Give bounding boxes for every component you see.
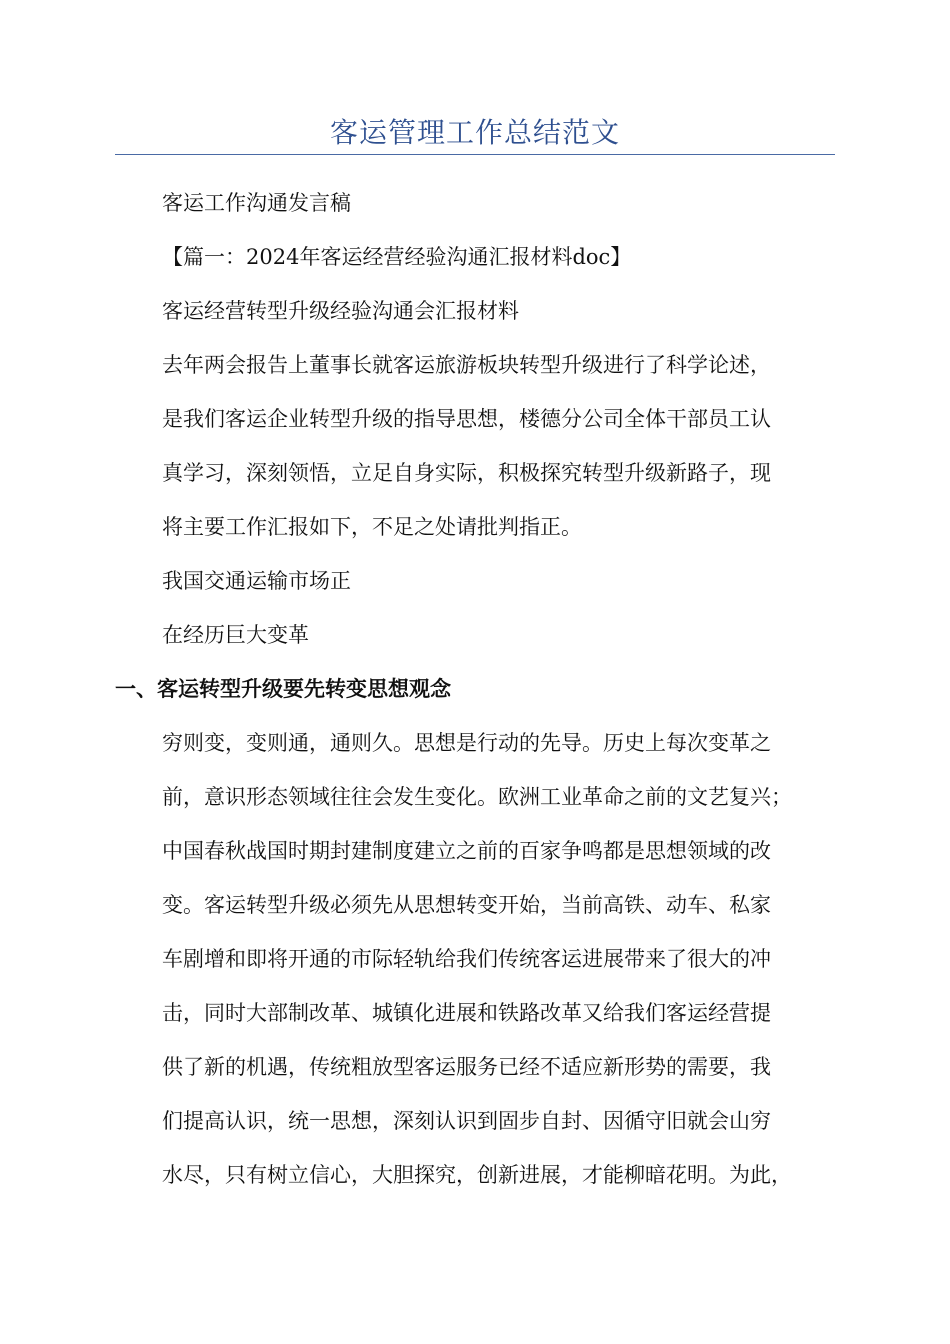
document-title: 客运管理工作总结范文 bbox=[329, 116, 620, 149]
text-line: 们提高认识，统一思想，深刻认识到固步自封、因循守旧就会山穷 bbox=[162, 1109, 771, 1133]
text-line: 中国春秋战国时期封建制度建立之前的百家争鸣都是思想领域的改 bbox=[162, 839, 771, 863]
text-line: 变。客运转型升级必须先从思想转变开始，当前高铁、动车、私家 bbox=[162, 893, 771, 917]
text-line: 穷则变，变则通，通则久。思想是行动的先导。历史上每次变革之 bbox=[162, 731, 771, 755]
section-heading: 一、客运转型升级要先转变思想观念 bbox=[115, 677, 451, 701]
text-line: 是我们客运企业转型升级的指导思想，楼德分公司全体干部员工认 bbox=[162, 407, 771, 431]
document-body bbox=[115, 176, 835, 1202]
text-line: 前，意识形态领域往往会发生变化。欧洲工业革命之前的文艺复兴； bbox=[162, 785, 792, 809]
text-line: 【篇一：2024年客运经营经验沟通汇报材料doc】 bbox=[162, 245, 632, 269]
text-line: 击，同时大部制改革、城镇化进展和铁路改革又给我们客运经营提 bbox=[162, 1001, 771, 1025]
text-line: 真学习，深刻领悟，立足自身实际，积极探究转型升级新路子，现 bbox=[162, 461, 771, 485]
text-line: 水尽，只有树立信心，大胆探究，创新进展，才能柳暗花明。为此， bbox=[162, 1163, 792, 1187]
title-underline bbox=[115, 154, 835, 155]
text-line: 我国交通运输市场正 bbox=[162, 569, 351, 593]
text-line: 供了新的机遇，传统粗放型客运服务已经不适应新形势的需要，我 bbox=[162, 1055, 771, 1079]
text-line: 将主要工作汇报如下，不足之处请批判指正。 bbox=[162, 515, 582, 539]
text-line: 在经历巨大变革 bbox=[162, 623, 309, 647]
text-line: 客运工作沟通发言稿 bbox=[162, 191, 351, 215]
text-line: 去年两会报告上董事长就客运旅游板块转型升级进行了科学论述， bbox=[162, 353, 771, 377]
text-line: 车剧增和即将开通的市际轻轨给我们传统客运进展带来了很大的冲 bbox=[162, 947, 771, 971]
text-line: 客运经营转型升级经验沟通会汇报材料 bbox=[162, 299, 519, 323]
